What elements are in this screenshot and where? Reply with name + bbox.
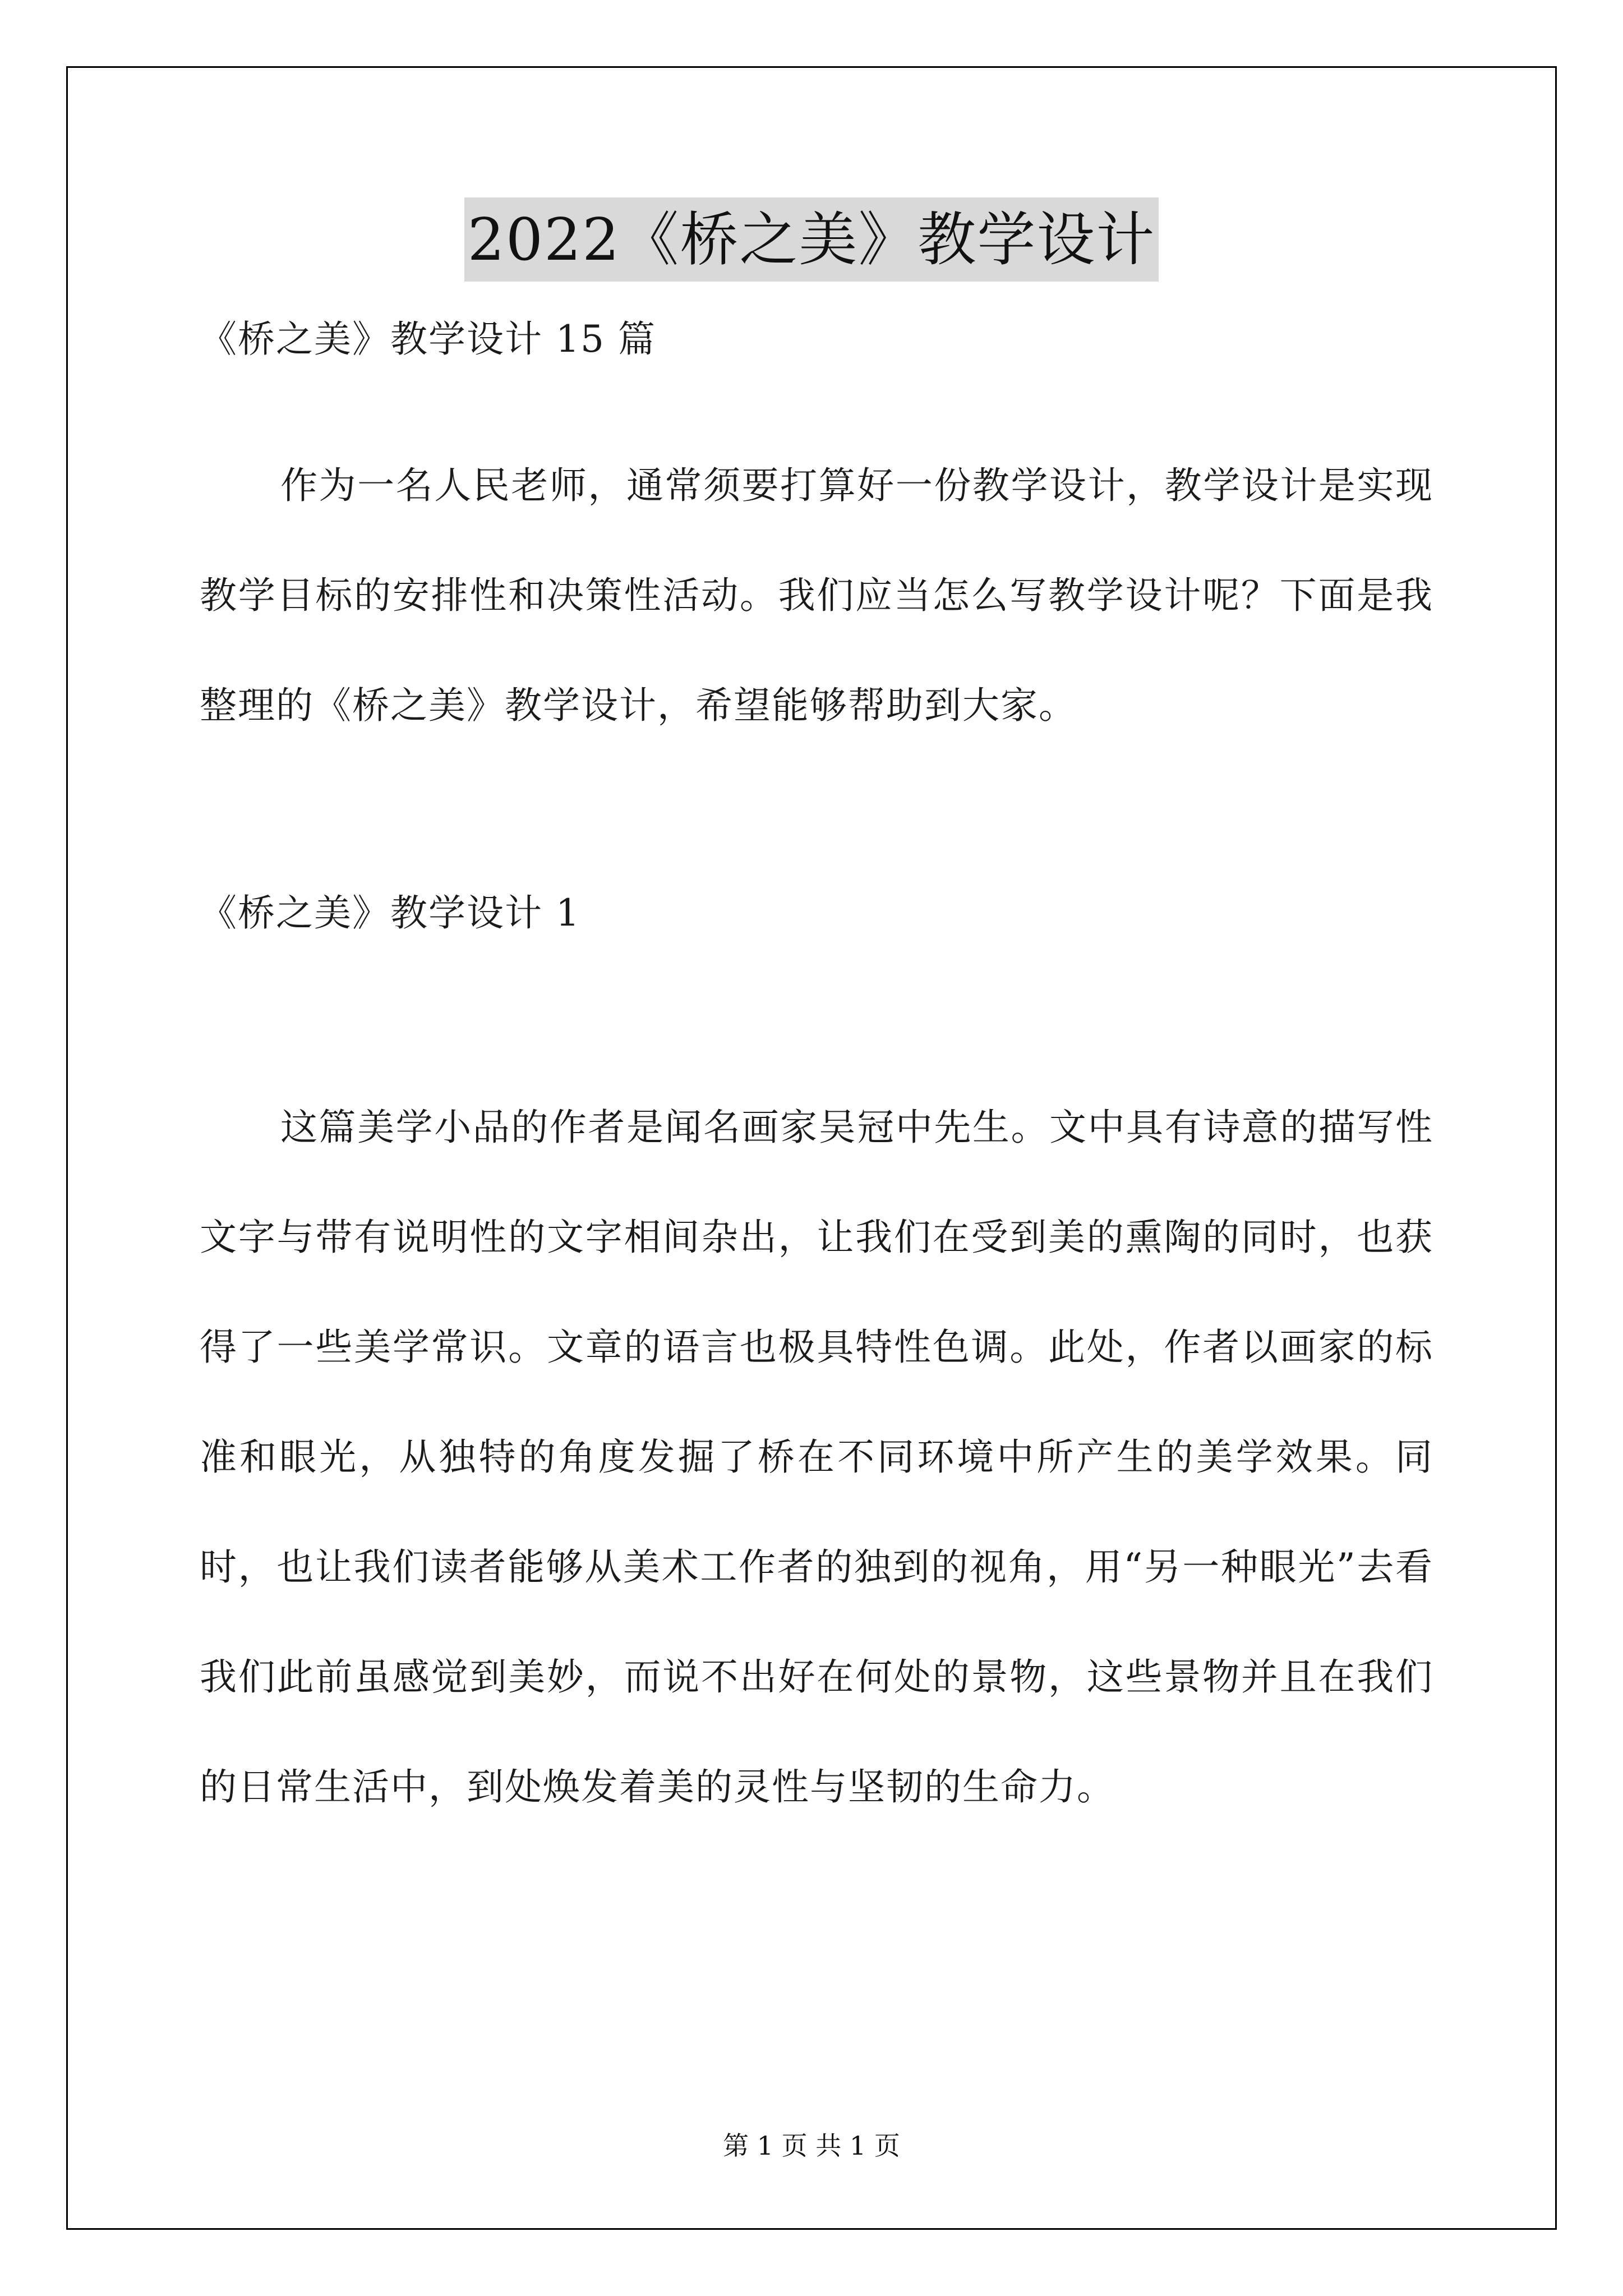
page-footer: 第 1 页 共 1 页 [723,2131,900,2161]
intro-paragraph: 作为一名人民老师，通常须要打算好一份教学设计，教学设计是实现教学目标的安排性和决策性活动。我们应当怎么写教学设计呢？下面是我整理的《桥之美》教学设计，希望能够帮助到大家。 [200,464,1433,727]
document-title: 2022《桥之美》教学设计 [464,197,1159,282]
section-heading: 《桥之美》教学设计 1 [200,891,580,935]
section-paragraph: 这篇美学小品的作者是闻名画家吴冠中先生。文中具有诗意的描写性文字与带有说明性的文字相间杂出，让我们在受到美的熏陶的同时，也获得了一些美学常识。文章的语言也极具特性色调。此处，作者以画家的标准和眼光，从独特的角度发掘了桥在不同环境中所产生的美学效果。同时，也让我们读者能够从美术工作者的独到的视角，用“另一种眼光”去看我们此前虽感觉到美妙，而说不出好在何处的景物，这些景物并且在我们的日常生活中，到处焕发着美的灵性与坚韧的生命力。 [200,1106,1433,1809]
document-subtitle: 《桥之美》教学设计 15 篇 [200,318,656,361]
title-container [0,197,1623,282]
